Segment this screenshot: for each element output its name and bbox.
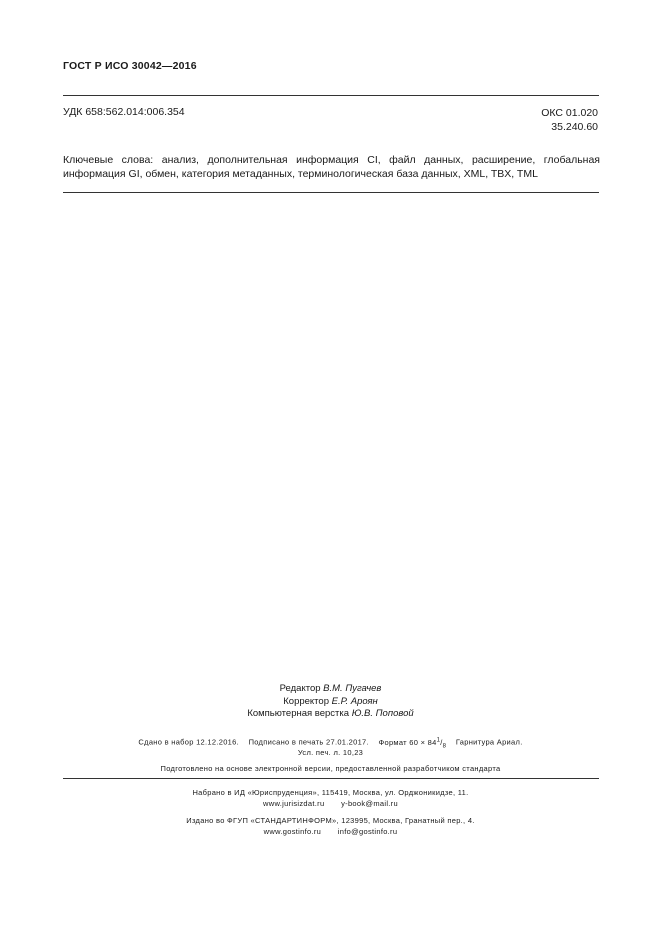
oks-line-1: ОКС 01.020 <box>541 107 598 119</box>
top-divider <box>63 95 599 96</box>
typeset-email: y-book@mail.ru <box>341 799 398 808</box>
corrector-name: Е.Р. Ароян <box>331 695 378 707</box>
typeset-line: Набрано в ИД «Юриспруденция», 115419, Москва, ул. Орджоникидзе, 11. <box>192 788 469 797</box>
imprint-line-2: Усл. печ. л. 10,23 <box>297 748 364 757</box>
oks-codes <box>541 106 598 134</box>
typeset-site: www.jurisizdat.ru <box>263 799 325 808</box>
published-site: www.gostinfo.ru <box>263 827 322 836</box>
imprint-typeset-date: Сдано в набор 12.12.2016. <box>138 737 240 747</box>
layout-name: Ю.В. Поповой <box>351 708 414 719</box>
corrector-label: Корректор <box>283 695 329 707</box>
layout-line <box>0 708 661 721</box>
editor-label: Редактор <box>279 683 321 694</box>
credits-block <box>0 683 661 721</box>
imprint-divider <box>63 778 599 779</box>
standard-designation: ГОСТ Р ИСО 30042—2016 <box>63 60 197 72</box>
typeset-contacts <box>0 799 661 808</box>
imprint-line-3: Подготовлено на основе электронной версии, предоставленной разработчиком стандарта <box>160 764 501 773</box>
keywords: Ключевые слова: анализ, дополнительная информация CI, файл данных, расширение, глобальная информация GI, обмен, категория метаданных, терминологическая база данных, XML, TBX, TML <box>63 154 600 180</box>
imprint-signed-date: Подписано в печать 27.01.2017. <box>248 737 369 747</box>
published-line: Издано во ФГУП «СТАНДАРТИНФОРМ», 123995, Москва, Гранатный пер., 4. <box>186 816 475 825</box>
editor-line <box>0 683 661 696</box>
published-email: info@gostinfo.ru <box>337 827 398 836</box>
udk-code: УДК 658:562.014:006.354 <box>63 106 185 118</box>
editor-name: В.М. Пугачев <box>323 683 382 694</box>
layout-label: Компьютерная верстка <box>247 708 350 719</box>
imprint-typeface: Гарнитура Ариал. <box>455 737 523 747</box>
keywords-divider <box>63 192 599 193</box>
imprint-format: Формат $60 \times 84^1/_8$ <box>378 737 447 749</box>
corrector-line <box>0 696 661 709</box>
published-contacts <box>0 827 661 836</box>
oks-line-2: 35.240.60 <box>551 121 598 133</box>
